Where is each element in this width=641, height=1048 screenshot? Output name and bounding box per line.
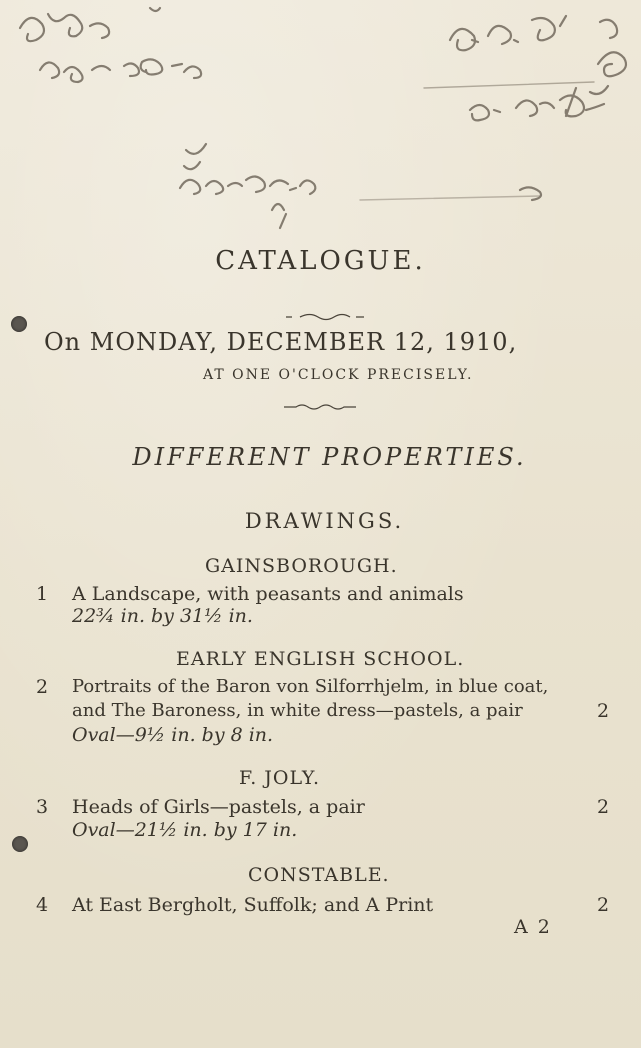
lot-dimensions: Oval—9½ in. by 8 in. [72, 724, 274, 746]
lot-description: At East Bergholt, Suffolk; and A Print [72, 894, 434, 916]
artist-heading: GAINSBOROUGH. [205, 555, 398, 577]
signature-mark: A 2 [514, 916, 552, 938]
lot-dimensions: Oval—21½ in. by 17 in. [72, 819, 298, 841]
lot-description: Heads of Girls—pastels, a pair [72, 796, 365, 818]
ornamental-rule-top [0, 311, 641, 323]
lot-description-continued: and The Baroness, in white dress—pastels, a pair [72, 700, 523, 721]
catalogue-title: CATALOGUE. [215, 246, 426, 276]
sale-time: AT ONE O'CLOCK PRECISELY. [203, 367, 474, 383]
section-heading: DIFFERENT PROPERTIES. [132, 443, 527, 471]
lot-quantity: 2 [597, 700, 610, 722]
lot-description: A Landscape, with peasants and animals [72, 583, 464, 605]
lot-quantity: 2 [597, 894, 610, 916]
lot-dimensions: 22¾ in. by 31½ in. [72, 605, 253, 627]
binding-hole-bottom [12, 836, 28, 852]
artist-heading: CONSTABLE. [248, 864, 390, 886]
sale-date: On MONDAY, DECEMBER 12, 1910, [44, 328, 518, 356]
lot-quantity: 2 [597, 796, 610, 818]
artist-heading: F. JOLY. [239, 767, 321, 789]
lot-number: 2 [36, 676, 49, 698]
lot-description: Portraits of the Baron von Silforrhjelm, in blue coat, [72, 676, 549, 697]
handwritten-annotations [0, 0, 641, 230]
category-heading: DRAWINGS. [244, 509, 405, 533]
lot-number: 3 [36, 796, 49, 818]
artist-heading: EARLY ENGLISH SCHOOL. [176, 648, 465, 670]
ornamental-rule-middle [0, 402, 641, 412]
lot-number: 1 [36, 583, 49, 605]
lot-number: 4 [36, 894, 49, 916]
